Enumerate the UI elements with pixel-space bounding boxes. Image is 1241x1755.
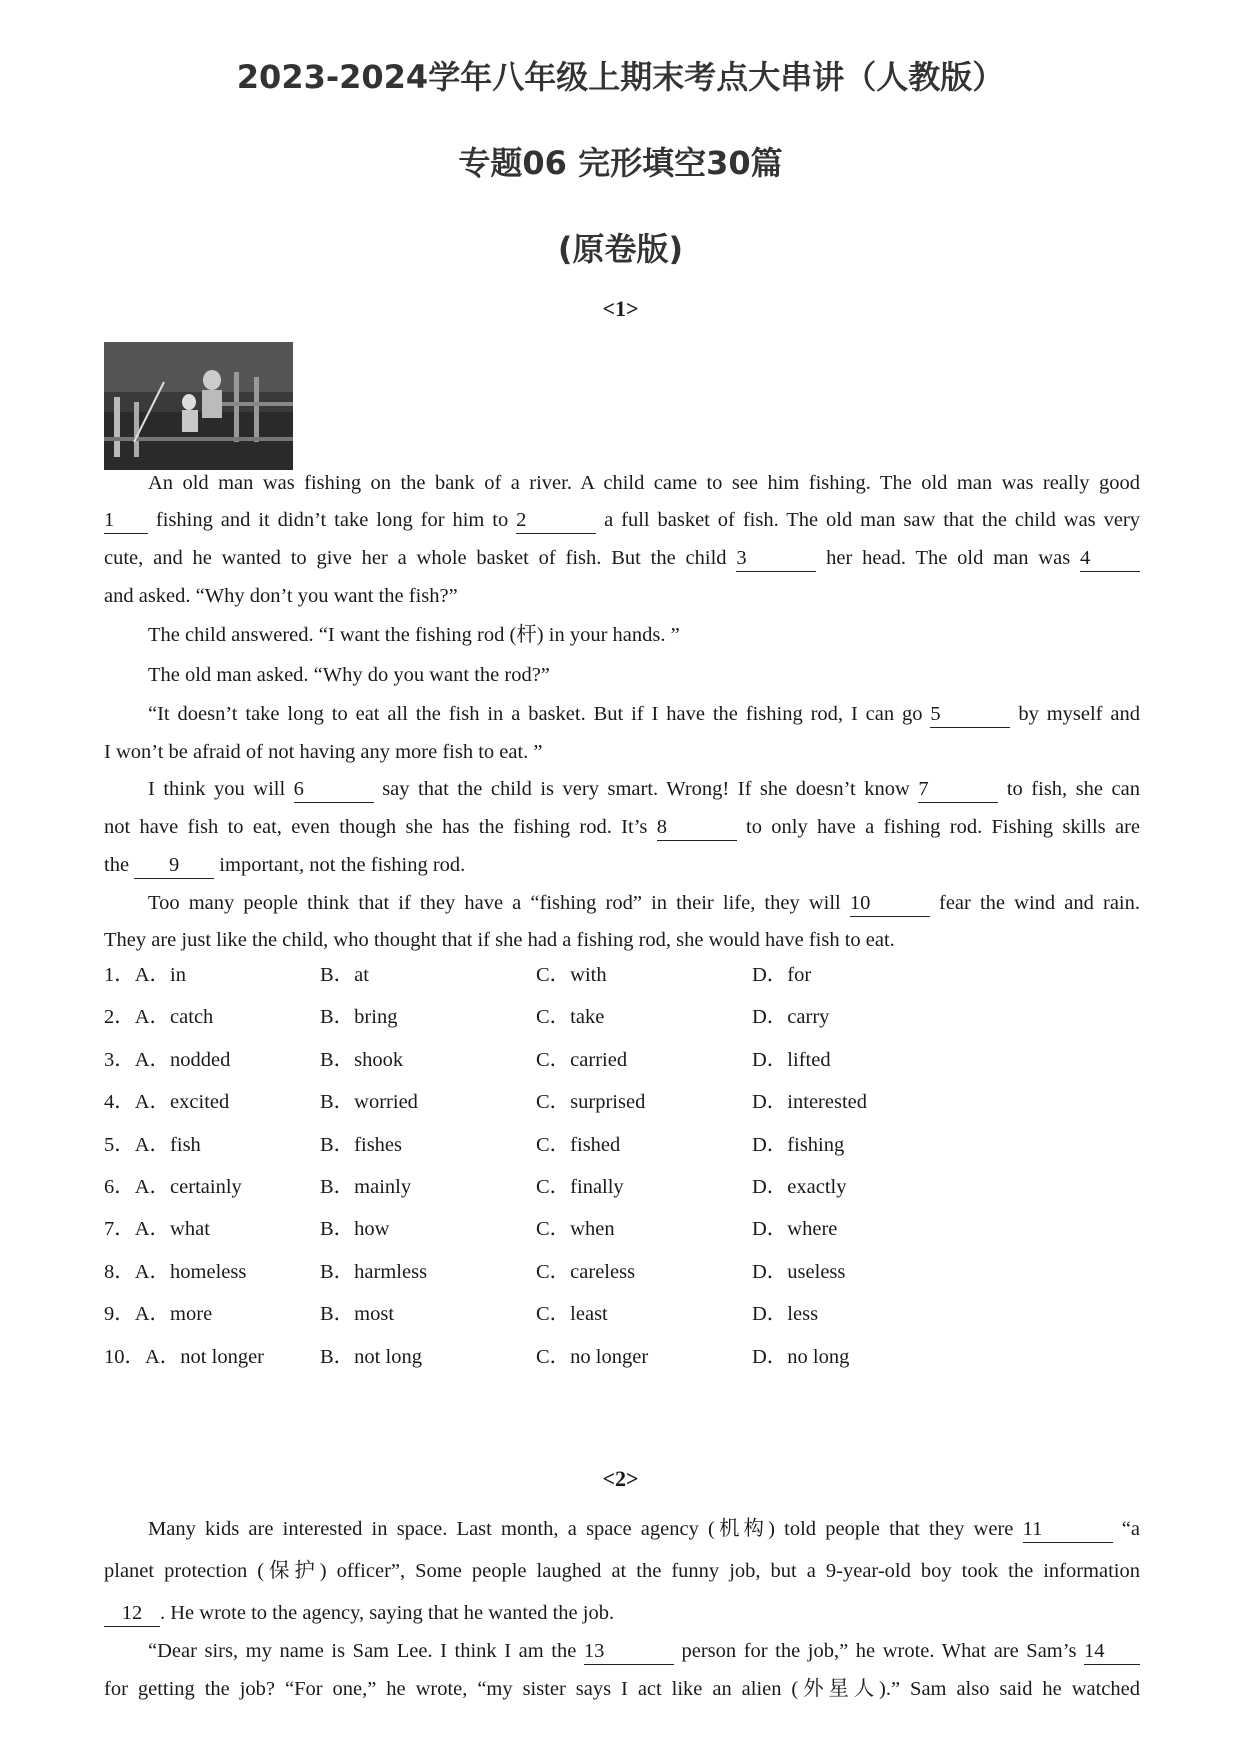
passage-1-line: I think you will 6 say that the child is very smart. Wrong! If she doesn’t know 7 to fish, she can [148, 774, 1140, 804]
option-3-c[interactable]: C．carried [536, 1048, 628, 1071]
passage-1-line: the 9 important, not the fishing rod. [104, 850, 1140, 880]
passage-1-line: They are just like the child, who thought that if she had a fishing rod, she would have fish to eat. [104, 929, 895, 951]
document-subtitle: 专题06 完形填空30篇 [458, 144, 783, 182]
option-9-a[interactable]: 9．A．more [104, 1303, 213, 1326]
option-2-d[interactable]: D．carry [752, 1006, 830, 1029]
blank-3[interactable]: 3 [736, 545, 816, 572]
option-4-b[interactable]: B．worried [320, 1091, 418, 1114]
option-5-d[interactable]: D．fishing [752, 1133, 845, 1156]
option-4-d[interactable]: D．interested [752, 1091, 867, 1114]
passage-2-line: Many kids are interested in space. Last month, a space agency (机构) told people that they were 11 “a [148, 1514, 1140, 1544]
option-9-d[interactable]: D．less [752, 1303, 819, 1326]
option-7-b[interactable]: B．how [320, 1218, 390, 1241]
passage-1-marker: <1> [602, 296, 639, 321]
blank-7[interactable]: 7 [918, 776, 998, 803]
option-6-a[interactable]: 6．A．certainly [104, 1176, 242, 1198]
passage-1-line: The old man asked. “Why do you want the rod?” [148, 664, 550, 686]
option-10-a[interactable]: 10．A．not longer [104, 1345, 264, 1368]
option-2-b[interactable]: B．bring [320, 1006, 398, 1029]
option-4-c[interactable]: C．surprised [536, 1091, 646, 1114]
blank-10[interactable]: 10 [850, 890, 930, 917]
option-10-b[interactable]: B．not long [320, 1345, 422, 1368]
blank-1[interactable]: 1 [104, 507, 148, 534]
option-6-c[interactable]: C．finally [536, 1176, 624, 1198]
passage-2-line: planet protection (保护) officer”, Some people laughed at the funny job, but a 9-year-old boy took the information [104, 1560, 1140, 1582]
passage-1-line: An old man was fishing on the bank of a river. A child came to see him fishing. The old man was really good [148, 472, 1140, 494]
passage-1-line: 1 fishing and it didn’t take long for him to 2 a full basket of fish. The old man saw that the child was very [104, 505, 1140, 535]
option-8-b[interactable]: B．harmless [320, 1260, 428, 1283]
option-7-c[interactable]: C．when [536, 1218, 615, 1241]
option-1-d[interactable]: D．for [752, 964, 812, 986]
blank-13[interactable]: 13 [584, 1638, 674, 1665]
option-3-a[interactable]: 3．A．nodded [104, 1048, 231, 1071]
option-5-a[interactable]: 5．A．fish [104, 1133, 201, 1156]
blank-2[interactable]: 2 [516, 507, 596, 534]
passage-1-line: The child answered. “I want the fishing rod (杆) in your hands. ” [148, 624, 680, 646]
option-8-a[interactable]: 8．A．homeless [104, 1260, 247, 1283]
option-1-c[interactable]: C．with [536, 964, 607, 986]
option-8-d[interactable]: D．useless [752, 1260, 846, 1283]
blank-6[interactable]: 6 [294, 776, 374, 803]
passage-1-line: “It doesn’t take long to eat all the fish in a basket. But if I have the fishing rod, I can go 5 by myself and [148, 699, 1140, 729]
passage-1-line: Too many people think that if they have a “fishing rod” in their life, they will 10 fear the wind and rain. [148, 888, 1140, 918]
option-5-b[interactable]: B．fishes [320, 1133, 402, 1156]
blank-8[interactable]: 8 [657, 814, 737, 841]
option-2-a[interactable]: 2．A．catch [104, 1006, 214, 1029]
passage-2-line: 12 . He wrote to the agency, saying that he wanted the job. [104, 1598, 1140, 1628]
blank-5[interactable]: 5 [930, 701, 1010, 728]
passage-2-line: “Dear sirs, my name is Sam Lee. I think I am the 13 person for the job,” he wrote. What are Sam’s 14 [148, 1636, 1140, 1666]
option-10-c[interactable]: C．no longer [536, 1345, 649, 1368]
option-6-b[interactable]: B．mainly [320, 1176, 412, 1198]
blank-11[interactable]: 11 [1023, 1516, 1113, 1543]
option-9-b[interactable]: B．most [320, 1303, 395, 1326]
option-7-a[interactable]: 7．A．what [104, 1218, 210, 1241]
blank-9[interactable]: 9 [134, 852, 214, 879]
blank-4[interactable]: 4 [1080, 545, 1140, 572]
document-title: 2023-2024学年八年级上期末考点大串讲（人教版） [236, 58, 1005, 96]
option-1-a[interactable]: 1．A．in [104, 964, 186, 986]
option-6-d[interactable]: D．exactly [752, 1176, 847, 1198]
option-10-d[interactable]: D．no long [752, 1345, 850, 1368]
option-4-a[interactable]: 4．A．excited [104, 1091, 230, 1114]
option-3-b[interactable]: B．shook [320, 1048, 404, 1071]
passage-1-line: I won’t be afraid of not having any more fish to eat. ” [104, 741, 543, 763]
edition-label: (原卷版) [557, 230, 684, 268]
blank-14[interactable]: 14 [1084, 1638, 1140, 1665]
fishing-photo [104, 342, 293, 470]
option-2-c[interactable]: C．take [536, 1006, 605, 1029]
passage-2-line: for getting the job? “For one,” he wrote, “my sister says I act like an alien (外星人).” Sam also said he watched [104, 1678, 1140, 1700]
option-1-b[interactable]: B．at [320, 964, 369, 986]
option-8-c[interactable]: C．careless [536, 1260, 636, 1283]
option-9-c[interactable]: C．least [536, 1303, 608, 1326]
passage-1-line: and asked. “Why don’t you want the fish?” [104, 585, 458, 607]
passage-1-line: not have fish to eat, even though she has the fishing rod. It’s 8 to only have a fishing rod. Fishing skills are [104, 812, 1140, 842]
passage-1-line: cute, and he wanted to give her a whole basket of fish. But the child 3 her head. The old man was 4 [104, 543, 1140, 573]
passage-2-marker: <2> [602, 1466, 639, 1491]
option-3-d[interactable]: D．lifted [752, 1048, 831, 1071]
option-5-c[interactable]: C．fished [536, 1133, 621, 1156]
option-7-d[interactable]: D．where [752, 1218, 838, 1241]
blank-12[interactable]: 12 [104, 1600, 160, 1627]
